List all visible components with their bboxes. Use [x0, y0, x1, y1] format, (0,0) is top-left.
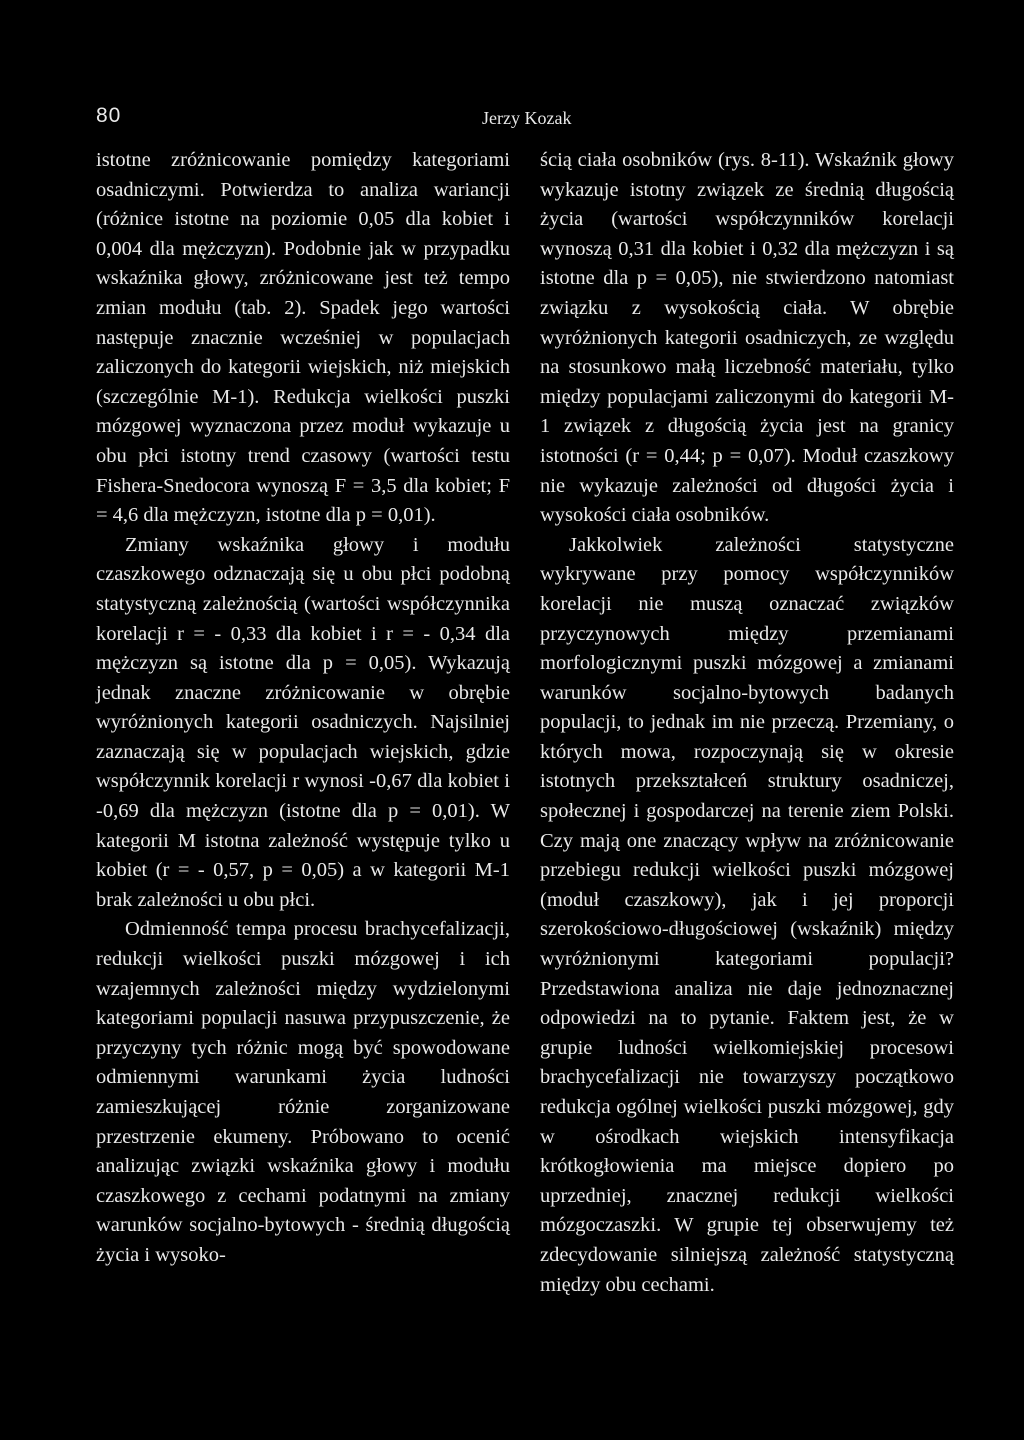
paragraph-left-3: Odmienność tempa procesu brachycefalizacji, redukcji wielkości puszki mózgowej i ich wzajemnych zależności między wydzielonymi kategoriami populacji nasuwa przypuszczenie, że przyczyny tych różnic mogą być spowodowane odmiennymi warunkami życia ludności zamieszkującej różnie zorganizowane przestrzenie ekumeny. Próbowano to ocenić analizując związki wskaźnika głowy i modułu czaszkowego z cechami podatnymi na zmiany warunków socjalno-bytowych - średnią długością życia i wysoko- [96, 918, 510, 1266]
left-column [96, 146, 510, 1271]
page-number: 80 [96, 104, 122, 127]
paragraph-right-2: Jakkolwiek zależności statystyczne wykrywane przy pomocy współczynników korelacji nie muszą oznaczać związków przyczynowych między przemianami morfologicznymi puszki mózgowej a zmianami warunków socjalno-bytowych badanych populacji, to jednak im nie przeczą. Przemiany, o których mowa, rozpoczynają się w okresie istotnych przekształceń struktury osadniczej, społecznej i gospodarczej na terenie ziem Polski. Czy mają one znaczący wpływ na zróżnicowanie przebiegu redukcji wielkości puszki mózgowej (moduł czaszkowy), jak i jej proporcji szerokościowo-długościowej (wskaźnik) między wyróżnionymi kategoriami populacji? Przedstawiona analiza nie daje jednoznacznej odpowiedzi na to pytanie. Faktem jest, że w grupie ludności wielkomiejskiej procesowi brachycefalizacji nie towarzyszy początkowo redukcja ogólnej wielkości puszki mózgowej, gdy w ośrodkach wiejskich intensyfikacja krótkogłowienia ma miejsce dopiero po uprzedniej, znacznej redukcji wielkości mózgoczaszki. W grupie tej obserwujemy też zdecydowanie silniejszą zależność statystyczną między obu cechami. [540, 533, 954, 1296]
right-column [540, 146, 954, 1300]
paragraph-left-2: Zmiany wskaźnika głowy i modułu czaszkowego odznaczają się u obu płci podobną statystyczną zależnością (wartości współczynnika korelacji r = - 0,33 dla kobiet i r = - 0,34 dla mężczyzn są istotne dla p = 0,05). Wykazują jednak znaczne zróżnicowanie w obrębie wyróżnionych kategorii osadniczych. Najsilniej zaznaczają się w populacjach wiejskich, gdzie współczynnik korelacji r wynosi -0,67 dla kobiet i -0,69 dla mężczyzn (istotne dla p = 0,01). W kategorii M istotna zależność występuje tylko u kobiet (r = - 0,57, p = 0,05) a w kategorii M-1 brak zależności u obu płci. [96, 533, 510, 911]
paragraph-left-1: istotne zróżnicowanie pomiędzy kategoriami osadniczymi. Potwierdza to analiza wariancji (różnice istotne na poziomie 0,05 dla kobiet i 0,004 dla mężczyzn). Podobnie jak w przypadku wskaźnika głowy, zróżnicowane jest też tempo zmian modułu (tab. 2). Spadek jego wartości następuje znacznie wcześniej w populacjach zaliczonych do kategorii wiejskich, niż miejskich (szczególnie M-1). Redukcja wielkości puszki mózgowej wyznaczona przez moduł wykazuje u obu płci istotny trend czasowy (wartości testu Fishera-Snedocora wynoszą F = 3,5 dla kobiet; F = 4,6 dla mężczyzn, istotne dla p = 0,01). [96, 149, 510, 527]
paragraph-right-1: ścią ciała osobników (rys. 8-11). Wskaźnik głowy wykazuje istotny związek ze średnią długością życia (wartości współczynników korelacji wynoszą 0,31 dla kobiet i 0,32 dla mężczyzn i są istotne dla p = 0,05), nie stwierdzono natomiast związku z wysokością ciała. W obrębie wyróżnionych kategorii osadniczych, ze względu na stosunkowo małą liczebność materiału, tylko między populacjami zaliczonymi do kategorii M-1 związek z długością życia jest na granicy istotności (r = 0,44; p = 0,07). Moduł czaszkowy nie wykazuje zależności od długości życia i wysokości ciała osobników. [540, 149, 954, 527]
running-head: Jerzy Kozak [482, 108, 572, 128]
